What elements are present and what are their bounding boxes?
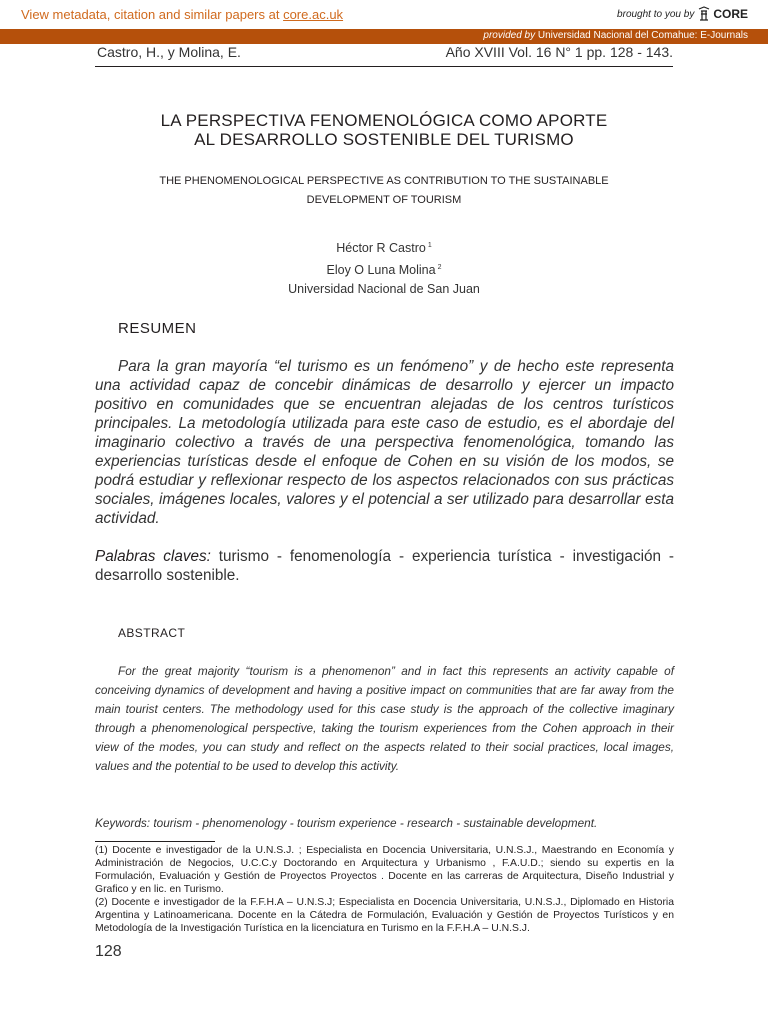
palabras-claves — [95, 547, 674, 585]
provider-name[interactable]: Universidad Nacional del Comahue: E-Journals — [537, 30, 748, 41]
brought-by-label: brought to you by — [617, 8, 695, 20]
footnote-divider — [95, 841, 215, 842]
page-number: 128 — [95, 943, 122, 960]
provider-bar — [0, 29, 768, 44]
abstract-body: For the great majority “tourism is a phenomenon” and in fact this represents an activity capable of conceiving dynamics of development and having a positive impact on communities that are far away from the main tourist centers. The methodology used for this case study is the approach of the collective imaginary through a phenomenological perspective, taking the tourism experiences from the Cohen approach in their view of the modes, you can study and reflect on the aspects related to their social practices, local images, values and the potential to be used to develop this activity. — [95, 664, 674, 773]
core-link-prefix[interactable]: View metadata, citation and similar papers at — [21, 7, 284, 22]
article-subtitle — [95, 172, 673, 210]
abstract-keywords: Keywords: tourism - phenomenology - tourism experience - research - sustainable development. — [95, 816, 598, 830]
author-block — [95, 236, 673, 299]
footnote-1: (1) Docente e investigador de la U.N.S.J. ; Especialista en Docencia Universitaria, U.N.S.J., Maestrando en Economía y Administración de Negocios, U.C.C.y Doctorando en Arquitectura y Urbanismo , F.A.U.D.; siendo su expertis en la Formulación, Evaluación y Gestión de Proyectos Proyectos . Docente en las carreras de Arquitectura, Diseño Industrial y Grafico y en lic. en Turismo. — [95, 845, 674, 895]
core-metadata-link[interactable] — [21, 7, 343, 22]
running-header-authors: Castro, H., y Molina, E. — [97, 44, 241, 60]
core-logo-icon — [698, 6, 710, 22]
provided-by-label: provided by — [483, 30, 536, 41]
core-link-text[interactable]: core.ac.uk — [283, 7, 344, 22]
palabras-claves-label: Palabras claves: — [95, 548, 211, 565]
footnote-2: (2) Docente e investigador de la F.F.H.A – U.N.S.J; Especialista en Docencia Universitaria, U.N.S.J., Diplomado en Historia Argentina y Latinoamericana. Docente en la Cátedra de Formulación, Evaluación y Gestión de Proyectos Turísticos y en Metodología de la Investigación Turística en la licenciatura en Turismo en la F.F.H.A – U.N.S.J. — [95, 897, 674, 934]
author-1-name: Héctor R Castro — [336, 241, 426, 255]
resumen-heading: RESUMEN — [118, 320, 197, 337]
title-line-2: AL DESARROLLO SOSTENIBLE DEL TURISMO — [194, 130, 574, 149]
affiliation: Universidad Nacional de San Juan — [288, 282, 480, 296]
author-1-footnote-mark: 1 — [427, 242, 432, 249]
subtitle-line-1: THE PHENOMENOLOGICAL PERSPECTIVE AS CONTRIBUTION TO THE SUSTAINABLE — [159, 175, 609, 187]
author-2 — [95, 258, 673, 280]
article-title — [95, 111, 673, 149]
core-brought-by — [617, 6, 748, 22]
resumen-body: Para la gran mayoría “el turismo es un fenómeno” y de hecho este representa una actividad capaz de concebir dinámicas de desarrollo y ejercer un impacto positivo en comunidades que se encuentran alejadas de los centros turísticos principales. La metodología utilizada para este caso de estudio, es el abordaje del imaginario colectivo a través de una perspectiva fenomenológica, tomando las experiencias turísticas desde el enfoque de Cohen en su visión de los modos, se podrá estudiar y reflexionar respecto de los aspectos relacionados con sus prácticas sociales, imágenes locales, valores y el potencial a ser utilizado para desarrollar esta actividad. — [95, 358, 674, 527]
core-banner — [0, 0, 768, 30]
abstract-heading: ABSTRACT — [118, 626, 186, 640]
subtitle-line-2: DEVELOPMENT OF TOURISM — [306, 194, 462, 206]
running-header — [95, 44, 673, 67]
palabras-claves-text: turismo - fenomenología - experiencia turística - investigación - desarrollo sostenible. — [95, 548, 674, 584]
author-2-name: Eloy O Luna Molina — [326, 263, 436, 277]
author-2-footnote-mark: 2 — [437, 264, 442, 271]
core-logo-text: CORE — [713, 7, 748, 21]
footnotes — [95, 844, 674, 935]
core-logo[interactable] — [698, 6, 748, 22]
provider-text[interactable] — [483, 30, 748, 41]
author-1 — [95, 236, 673, 258]
running-header-issue: Año XVIII Vol. 16 N° 1 pp. 128 - 143. — [445, 44, 673, 60]
title-line-1: LA PERSPECTIVA FENOMENOLÓGICA COMO APORTE — [160, 111, 608, 130]
